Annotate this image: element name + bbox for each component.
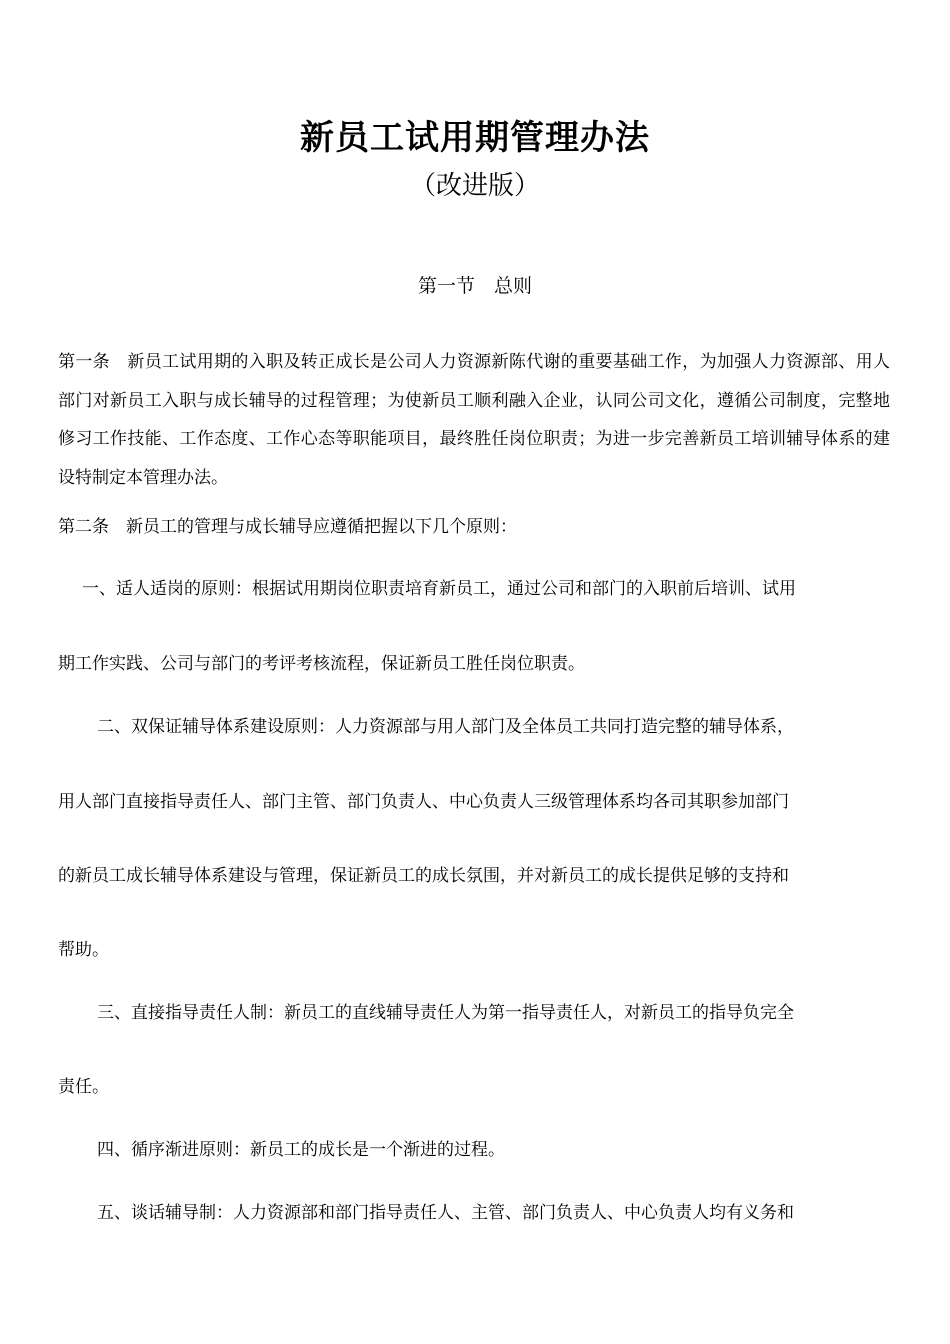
principle-3-line-2: 责任。 — [58, 1077, 109, 1097]
principle-1-line-1: 一、适人适岗的原则：根据试用期岗位职责培育新员工，通过公司和部门的入职前后培训、试用 — [82, 579, 796, 599]
principle-2-line-1: 二、双保证辅导体系建设原则：人力资源部与用人部门及全体员工共同打造完整的辅导体系， — [97, 717, 794, 737]
principle-1-line-2: 期工作实践、公司与部门的考评考核流程，保证新员工胜任岗位职责。 — [58, 654, 585, 674]
principle-2-line-4: 帮助。 — [58, 940, 109, 960]
section-heading: 第一节 总则 — [417, 275, 532, 297]
principle-5-line-1: 五、谈话辅导制：人力资源部和部门指导责任人、主管、部门负责人、中心负责人均有义务和 — [97, 1203, 794, 1223]
document-subtitle: （改进版） — [409, 171, 540, 201]
document-title: 新员工试用期管理办法 — [300, 118, 650, 158]
article-2-paragraph: 第二条 新员工的管理与成长辅导应遵循把握以下几个原则： — [58, 517, 517, 537]
principle-2-line-3: 的新员工成长辅导体系建设与管理，保证新员工的成长氛围，并对新员工的成长提供足够的支持和 — [58, 866, 789, 886]
principle-4-line-1: 四、循序渐进原则：新员工的成长是一个渐进的过程。 — [97, 1140, 505, 1160]
principle-3-line-1: 三、直接指导责任人制：新员工的直线辅导责任人为第一指导责任人，对新员工的指导负完全 — [97, 1003, 794, 1023]
principle-2-line-2: 用人部门直接指导责任人、部门主管、部门负责人、中心负责人三级管理体系均各司其职参加部门 — [58, 792, 789, 812]
article-1-paragraph: 第一条 新员工试用期的入职及转正成长是公司人力资源新陈代谢的重要基础工作，为加强人力资源部、用人部门对新员工入职与成长辅导的过程管理；为使新员工顺利融入企业，认同公司文化，遵循公司制度，完整地修习工作技能、工作态度、工作心态等职能项目，最终胜任岗位职责；为进一步完善新员工培训辅导体系的建设特制定本管理办法。 — [58, 352, 890, 488]
